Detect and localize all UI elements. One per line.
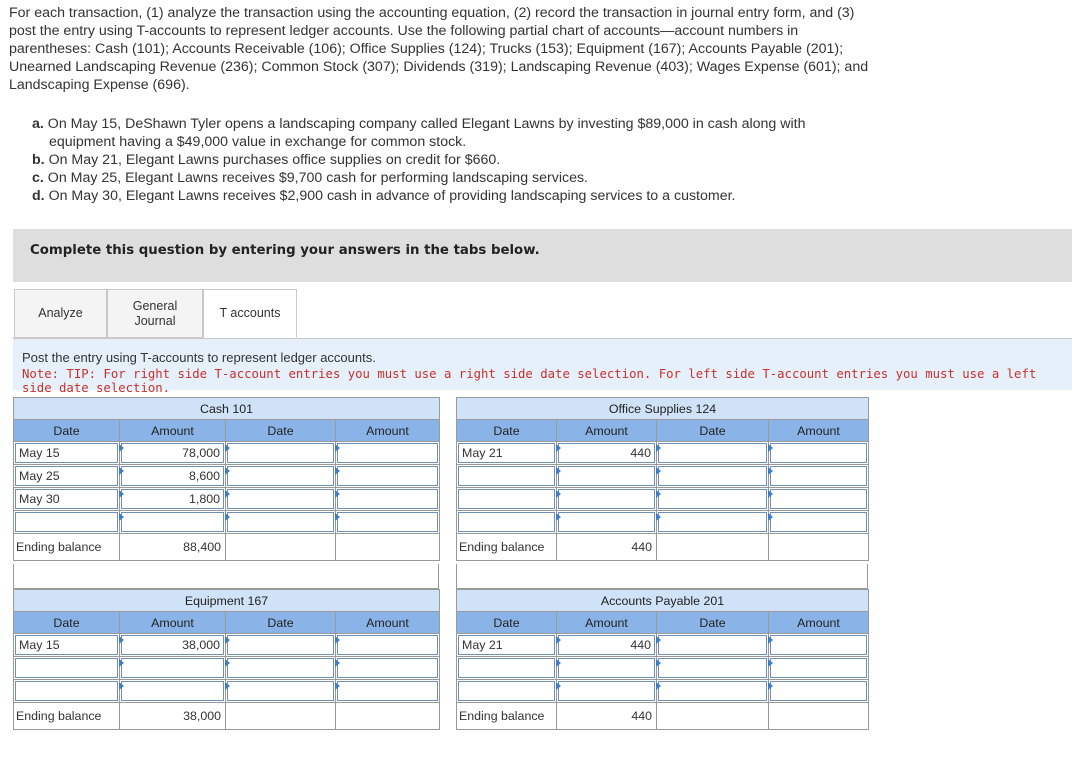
table-row	[14, 680, 440, 703]
balance-spacer	[657, 703, 769, 730]
balance-spacer	[226, 703, 336, 730]
table-row	[14, 657, 440, 680]
input-marker-icon	[656, 659, 661, 667]
t-account-cash	[13, 397, 440, 561]
ending-balance-value: 440	[557, 534, 657, 561]
tab-label: General	[132, 298, 178, 313]
debit-date-select[interactable]: May 30	[15, 489, 118, 509]
balance-spacer	[336, 703, 440, 730]
date-header: Date	[14, 612, 120, 634]
credit-date-select[interactable]	[658, 635, 767, 655]
input-marker-icon	[119, 444, 124, 452]
input-marker-icon	[119, 513, 124, 521]
table-row	[457, 488, 869, 511]
input-marker-icon	[556, 682, 561, 690]
date-header: Date	[226, 612, 336, 634]
transaction-item	[32, 151, 1032, 169]
amount-header: Amount	[769, 420, 869, 442]
debit-date-select[interactable]	[458, 466, 555, 486]
transaction-list	[32, 115, 1032, 205]
table-row	[457, 511, 869, 534]
input-marker-icon	[119, 636, 124, 644]
table-row	[14, 465, 440, 488]
date-header: Date	[657, 612, 769, 634]
input-marker-icon	[335, 513, 340, 521]
credit-date-select[interactable]	[227, 512, 334, 532]
credit-amount-input[interactable]	[770, 635, 867, 655]
panel-instruction: Post the entry using T-accounts to represent ledger accounts.	[22, 350, 376, 365]
debit-amount-input[interactable]	[121, 681, 224, 701]
debit-amount-input[interactable]	[558, 466, 655, 486]
tab-instructions-panel	[13, 338, 1072, 395]
amount-header: Amount	[769, 612, 869, 634]
section-spacer	[13, 564, 439, 589]
tab-label: T accounts	[219, 306, 281, 320]
debit-amount-input[interactable]: 440	[558, 635, 655, 655]
t-account-title: Office Supplies 124	[457, 398, 869, 420]
tab-label: Journal	[134, 313, 176, 328]
debit-date-select[interactable]: May 15	[15, 635, 118, 655]
credit-date-select[interactable]	[227, 489, 334, 509]
credit-amount-input[interactable]	[337, 658, 438, 678]
amount-header: Amount	[557, 420, 657, 442]
debit-date-select[interactable]: May 21	[458, 635, 555, 655]
input-marker-icon	[656, 444, 661, 452]
credit-amount-input[interactable]	[770, 443, 867, 463]
credit-date-select[interactable]	[658, 443, 767, 463]
instruction-line: For each transaction, (1) analyze the transaction using the accounting equation, (2) record the transaction in journal entry form, and (3)	[9, 5, 855, 21]
credit-date-select[interactable]	[227, 443, 334, 463]
debit-date-select[interactable]: May 25	[15, 466, 118, 486]
t-account-equipment	[13, 589, 440, 730]
credit-date-select[interactable]	[227, 681, 334, 701]
transaction-item	[32, 115, 1032, 151]
table-row	[457, 634, 869, 657]
debit-amount-input[interactable]: 1,800	[121, 489, 224, 509]
t-account-office-supplies	[456, 397, 869, 561]
date-header: Date	[657, 420, 769, 442]
table-row	[14, 442, 440, 465]
input-marker-icon	[335, 659, 340, 667]
table-row	[14, 488, 440, 511]
problem-instructions	[9, 4, 1059, 94]
transaction-text: On May 30, Elegant Lawns receives $2,900 cash in advance of providing landscaping services to a customer.	[48, 188, 736, 204]
ending-balance-label: Ending balance	[457, 534, 557, 561]
transaction-text: On May 15, DeShawn Tyler opens a landscaping company called Elegant Lawns by investing $89,000 in cash along with	[47, 116, 806, 132]
input-marker-icon	[656, 682, 661, 690]
tab-analyze[interactable]	[14, 289, 107, 338]
input-marker-icon	[335, 682, 340, 690]
input-marker-icon	[225, 467, 230, 475]
credit-amount-input[interactable]	[770, 512, 867, 532]
debit-date-select[interactable]: May 21	[458, 443, 555, 463]
instruction-line: post the entry using T-accounts to represent ledger accounts. Use the following partial chart of accounts—account numbers in	[9, 23, 799, 39]
input-marker-icon	[656, 636, 661, 644]
input-marker-icon	[225, 490, 230, 498]
input-marker-icon	[768, 636, 773, 644]
credit-date-select[interactable]	[227, 466, 334, 486]
transaction-item	[32, 187, 1032, 205]
input-marker-icon	[556, 444, 561, 452]
ending-balance-label: Ending balance	[14, 534, 120, 561]
input-marker-icon	[556, 490, 561, 498]
instruction-line: Unearned Landscaping Revenue (236); Common Stock (307); Dividends (319); Landscaping Revenue (403); Wages Expense (601); and	[9, 59, 869, 75]
amount-header: Amount	[336, 612, 440, 634]
debit-date-select[interactable]	[458, 489, 555, 509]
input-marker-icon	[225, 513, 230, 521]
debit-date-select[interactable]	[458, 658, 555, 678]
ending-balance-row	[457, 534, 869, 561]
credit-amount-input[interactable]	[770, 466, 867, 486]
tab-general-journal[interactable]	[107, 289, 203, 338]
credit-amount-input[interactable]	[337, 681, 438, 701]
input-marker-icon	[119, 467, 124, 475]
input-marker-icon	[768, 444, 773, 452]
balance-spacer	[769, 534, 869, 561]
credit-amount-input[interactable]	[337, 635, 438, 655]
table-row	[457, 442, 869, 465]
input-marker-icon	[556, 659, 561, 667]
input-marker-icon	[556, 467, 561, 475]
debit-amount-input[interactable]: 8,600	[121, 466, 224, 486]
instruction-banner	[13, 229, 1072, 282]
debit-date-select[interactable]: May 15	[15, 443, 118, 463]
ending-balance-label: Ending balance	[14, 703, 120, 730]
credit-amount-input[interactable]	[770, 489, 867, 509]
input-marker-icon	[556, 636, 561, 644]
instruction-line: Landscaping Expense (696).	[9, 77, 190, 93]
credit-date-select[interactable]	[227, 658, 334, 678]
balance-spacer	[769, 703, 869, 730]
credit-date-select[interactable]	[658, 489, 767, 509]
balance-spacer	[336, 534, 440, 561]
debit-date-select[interactable]	[458, 681, 555, 701]
transaction-text: equipment having a $49,000 value in exchange for common stock.	[49, 134, 467, 150]
t-account-title: Accounts Payable 201	[457, 590, 869, 612]
table-row	[457, 680, 869, 703]
debit-amount-input[interactable]: 78,000	[121, 443, 224, 463]
debit-date-select[interactable]	[15, 512, 118, 532]
tab-label: Analyze	[38, 306, 83, 320]
instruction-banner-text: Complete this question by entering your answers in the tabs below.	[30, 243, 540, 258]
debit-amount-input[interactable]	[558, 512, 655, 532]
table-row	[14, 511, 440, 534]
date-header: Date	[457, 420, 557, 442]
input-marker-icon	[119, 490, 124, 498]
input-marker-icon	[335, 444, 340, 452]
debit-date-select[interactable]	[15, 681, 118, 701]
credit-amount-input[interactable]	[770, 681, 867, 701]
balance-spacer	[226, 534, 336, 561]
input-marker-icon	[119, 659, 124, 667]
input-marker-icon	[656, 490, 661, 498]
credit-amount-input[interactable]	[770, 658, 867, 678]
credit-date-select[interactable]	[227, 635, 334, 655]
debit-amount-input[interactable]	[121, 658, 224, 678]
input-marker-icon	[768, 513, 773, 521]
table-row	[457, 465, 869, 488]
ending-balance-row	[457, 703, 869, 730]
credit-amount-input[interactable]	[337, 489, 438, 509]
t-account-accounts-payable	[456, 589, 869, 730]
input-marker-icon	[335, 636, 340, 644]
ending-balance-row	[14, 703, 440, 730]
credit-date-select[interactable]	[658, 466, 767, 486]
ending-balance-value: 440	[557, 703, 657, 730]
input-marker-icon	[656, 513, 661, 521]
ending-balance-value: 88,400	[120, 534, 226, 561]
table-row	[457, 657, 869, 680]
transaction-text: On May 25, Elegant Lawns receives $9,700 cash for performing landscaping services.	[47, 170, 588, 186]
debit-amount-input[interactable]: 38,000	[121, 635, 224, 655]
debit-amount-input[interactable]	[558, 489, 655, 509]
t-account-title: Cash 101	[14, 398, 440, 420]
input-marker-icon	[225, 682, 230, 690]
date-header: Date	[14, 420, 120, 442]
input-marker-icon	[335, 490, 340, 498]
credit-date-select[interactable]	[658, 512, 767, 532]
credit-amount-input[interactable]	[337, 512, 438, 532]
input-marker-icon	[119, 682, 124, 690]
debit-date-select[interactable]	[458, 512, 555, 532]
debit-amount-input[interactable]	[121, 512, 224, 532]
panel-tip-note: Note: TIP: For right side T-account entries you must use a right side date selection. For left side T-account entries you must use a left side date selection.	[22, 367, 1037, 395]
amount-header: Amount	[336, 420, 440, 442]
transaction-item	[32, 169, 1032, 187]
table-row	[14, 634, 440, 657]
input-marker-icon	[225, 659, 230, 667]
transaction-letter: a.	[32, 116, 44, 132]
input-marker-icon	[768, 682, 773, 690]
amount-header: Amount	[120, 612, 226, 634]
ending-balance-label: Ending balance	[457, 703, 557, 730]
input-marker-icon	[656, 467, 661, 475]
credit-date-select[interactable]	[658, 681, 767, 701]
date-header: Date	[457, 612, 557, 634]
transaction-text: On May 21, Elegant Lawns purchases office supplies on credit for $660.	[48, 152, 501, 168]
debit-date-select[interactable]	[15, 658, 118, 678]
balance-spacer	[657, 534, 769, 561]
t-account-title: Equipment 167	[14, 590, 440, 612]
ending-balance-value: 38,000	[120, 703, 226, 730]
amount-header: Amount	[120, 420, 226, 442]
credit-amount-input[interactable]	[337, 443, 438, 463]
credit-amount-input[interactable]	[337, 466, 438, 486]
date-header: Date	[226, 420, 336, 442]
debit-amount-input[interactable]	[558, 658, 655, 678]
ending-balance-row	[14, 534, 440, 561]
credit-date-select[interactable]	[658, 658, 767, 678]
input-marker-icon	[768, 467, 773, 475]
tab-t-accounts[interactable]	[203, 289, 297, 338]
transaction-letter: b.	[32, 152, 45, 168]
input-marker-icon	[225, 444, 230, 452]
transaction-letter: c.	[32, 170, 44, 186]
amount-header: Amount	[557, 612, 657, 634]
input-marker-icon	[556, 513, 561, 521]
input-marker-icon	[225, 636, 230, 644]
section-spacer	[456, 564, 868, 589]
debit-amount-input[interactable]	[558, 681, 655, 701]
debit-amount-input[interactable]: 440	[558, 443, 655, 463]
instruction-line: parentheses: Cash (101); Accounts Receivable (106); Office Supplies (124); Trucks (153); Equipment (167); Accounts Payable (201);	[9, 41, 844, 57]
input-marker-icon	[768, 490, 773, 498]
transaction-letter: d.	[32, 188, 45, 204]
input-marker-icon	[768, 659, 773, 667]
input-marker-icon	[335, 467, 340, 475]
